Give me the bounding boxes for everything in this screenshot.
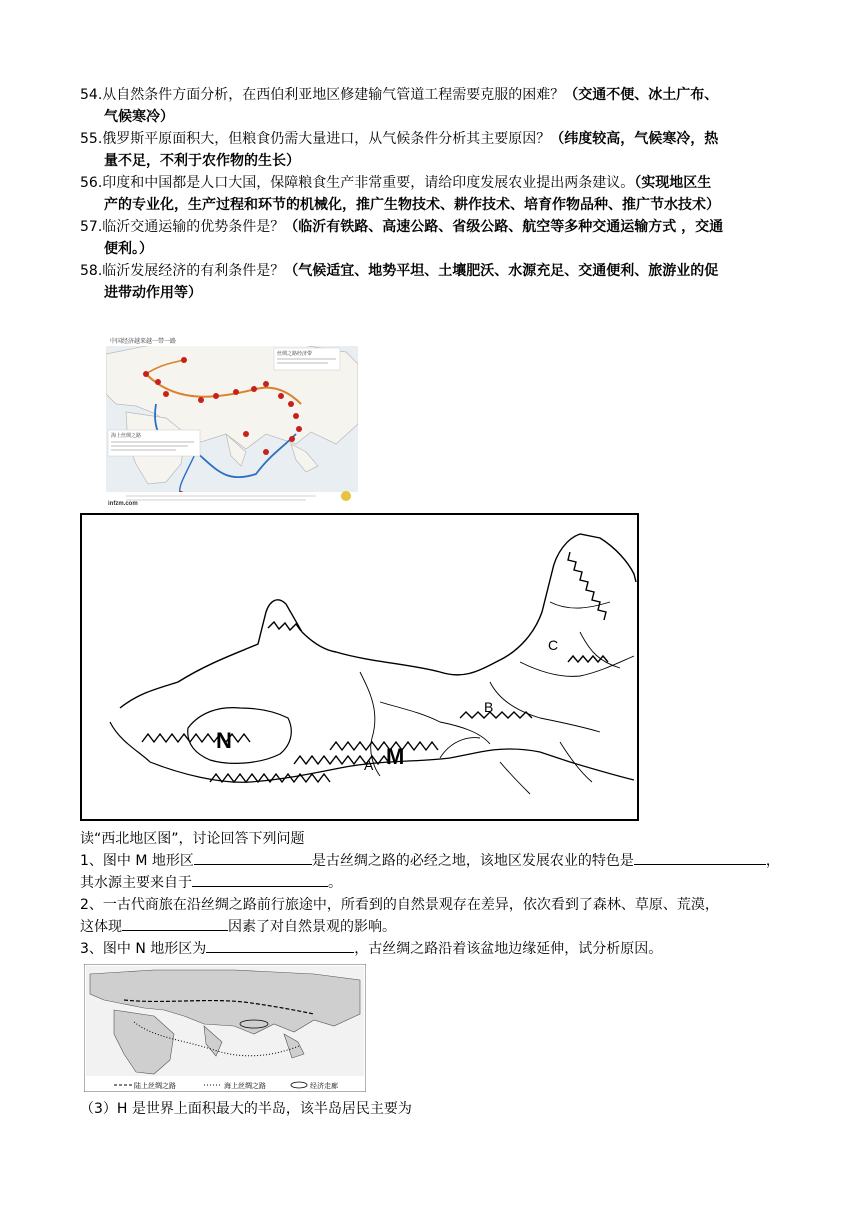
discussion-q1: 1、图中 M 地形区 是古丝绸之路的必经之地，该地区发展农业的特色是 ，: [80, 850, 790, 872]
label-n: N: [216, 728, 232, 753]
label-a: A: [364, 757, 374, 773]
answer-58-cont: 进带动作用等）: [104, 285, 202, 301]
answer-54-cont: 气候寒冷）: [104, 109, 174, 125]
discussion-section: [80, 828, 790, 960]
question-54: 54.从自然条件方面分析，在西伯利亚地区修建输气管道工程需要克服的困难？（交通不便、冰土广布、: [80, 87, 719, 103]
answer-55-cont: 量不足，不利于农作物的生长）: [104, 153, 300, 169]
legend-econ-corridor: 经济走廊: [310, 1083, 338, 1090]
answer-56-cont: 产的专业化，生产过程和环节的机械化，推广生物技术、耕作技术、培育作物品种、推广节水技术）: [104, 197, 720, 213]
blank-factor[interactable]: [122, 916, 228, 931]
question-55: 55.俄罗斯平原面积大，但粮食仍需大量进口，从气候条件分析其主要原因？（纬度较高，气候寒冷，热: [80, 131, 719, 147]
label-c: C: [548, 637, 559, 653]
section-intro: 读“西北地区图”，讨论回答下列问题: [80, 831, 305, 847]
label-m: M: [386, 744, 405, 769]
northwest-region-map: [80, 512, 640, 822]
discussion-q2: 2、一古代商旅在沿丝绸之路前行旅途中，所看到的自然景观存在差异，依次看到了森林、草原、荒漠，: [80, 897, 719, 913]
discussion-q1-cont: 其水源主要来自于 。: [80, 872, 790, 894]
question-56: 56.印度和中国都是人口大国，保障粮食生产非常重要，请给印度发展农业提出两条建议。（实现地区生: [80, 175, 712, 191]
map1-header: 中国经济越来越一带一路: [110, 339, 177, 345]
belt-road-map: [106, 334, 358, 510]
footer-question: [80, 1098, 790, 1120]
silk-roads-world-map: [84, 964, 366, 1092]
discussion-q3: 3、图中 N 地形区为 ，古丝绸之路沿着该盆地边缘延伸，试分析原因。: [80, 938, 790, 960]
logo-mark: [341, 491, 351, 501]
silk-road-label: 丝绸之路经济带: [277, 351, 313, 357]
discussion-q2-cont: 这体现 因素了对自然景观的影响。: [80, 916, 790, 938]
blank-m-landform[interactable]: [194, 850, 312, 865]
question-57: 57.临沂交通运输的优势条件是？（临沂有铁路、高速公路、省级公路、航空等多种交通运输方式 ，交通: [80, 219, 724, 235]
label-b: B: [484, 699, 494, 715]
blank-agriculture-feature[interactable]: [634, 850, 766, 865]
watermark: infzm.com: [108, 501, 138, 507]
footer-question-text: （3）H 是世界上面积最大的半岛，该半岛居民主要为: [80, 1101, 412, 1117]
blank-water-source[interactable]: [192, 872, 328, 887]
legend-land-route: 陆上丝绸之路: [134, 1083, 176, 1090]
answer-57-cont: 便利。）: [104, 241, 153, 257]
legend-sea-route: 海上丝绸之路: [224, 1083, 266, 1090]
question-58: 58.临沂发展经济的有利条件是？（气候适宜、地势平坦、土壤肥沃、水源充足、交通便利、旅游业的促: [80, 263, 719, 279]
question-list: [80, 84, 780, 304]
blank-n-landform[interactable]: [206, 938, 354, 953]
maritime-road-label: 海上丝绸之路: [111, 433, 142, 439]
